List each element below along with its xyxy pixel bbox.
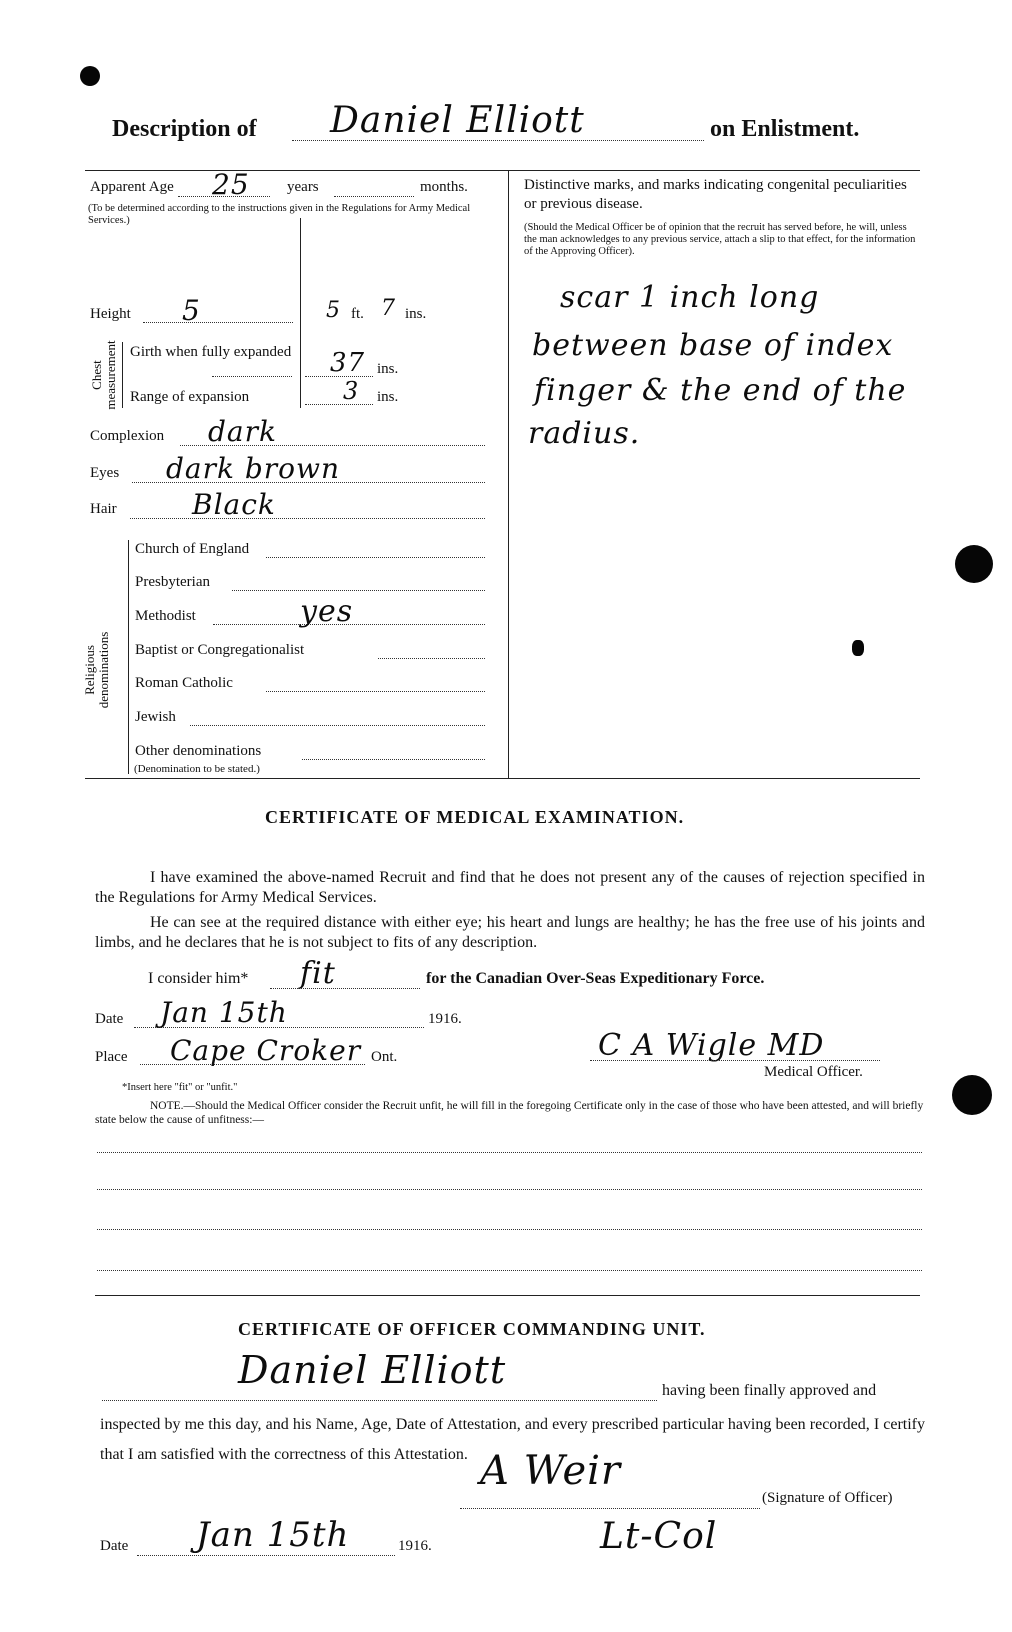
value-column-divider <box>300 218 301 408</box>
commanding-date-label: Date <box>100 1538 129 1554</box>
complexion-value: dark <box>208 415 277 448</box>
commanding-officer-signature: A Weir <box>480 1448 622 1494</box>
denomination-note: (Denomination to be stated.) <box>134 763 260 775</box>
range-value-line <box>305 404 373 405</box>
girth-ins-label: ins. <box>377 361 399 377</box>
table-bottom-rule <box>85 778 920 779</box>
denomination-line-5 <box>190 725 485 726</box>
denomination-jewish: Jewish <box>135 709 176 725</box>
consider-value: fit <box>300 956 336 991</box>
medical-para-1: I have examined the above-named Recruit and find that he does not present any of the causes of rejection specified in the Regulations for Army Medical Services. <box>95 869 925 906</box>
denomination-church-of-england: Church of England <box>135 541 250 557</box>
commanding-text-after-name: having been finally approved and <box>662 1382 877 1399</box>
force-label: for the Canadian Over-Seas Expeditionary Force. <box>426 970 765 987</box>
punch-hole-low <box>952 1075 992 1115</box>
column-divider <box>508 170 509 778</box>
unfit-note: NOTE.—Should the Medical Officer consider the Recruit unfit, he will fill in the foregoing Certificate only in the case of those who have been attested, and will briefly state below the cause of unfitness:— <box>95 1100 924 1126</box>
complexion-label: Complexion <box>90 428 165 444</box>
denomination-line-3 <box>378 658 485 659</box>
commanding-rank: Lt-Col <box>600 1516 718 1557</box>
distinctive-marks-heading: Distinctive marks, and marks indicating congenital peculiarities or previous disease. <box>524 177 907 212</box>
medical-officer-line <box>590 1060 880 1061</box>
methodist-value: yes <box>300 594 354 629</box>
denomination-methodist: Methodist <box>135 608 196 624</box>
marks-line-2: between base of index <box>532 328 894 363</box>
table-top-rule <box>85 170 920 171</box>
girth-value-line <box>305 376 373 377</box>
religion-bracket <box>128 540 129 774</box>
signature-of-officer-label: (Signature of Officer) <box>762 1490 893 1506</box>
header-prefix: Description of <box>112 116 257 142</box>
unfit-reason-line-4 <box>97 1270 922 1271</box>
insert-note: *Insert here "fit" or "unfit." <box>122 1082 238 1093</box>
unfit-reason-line-2 <box>97 1189 922 1190</box>
hair-label: Hair <box>90 501 117 517</box>
medical-date-label: Date <box>95 1011 124 1027</box>
denomination-other: Other denominations <box>135 743 262 759</box>
unfit-reason-line-1 <box>97 1152 922 1153</box>
header-suffix: on Enlistment. <box>710 116 860 142</box>
punch-hole-mid <box>955 545 993 583</box>
height-inches-value: 7 <box>381 296 396 321</box>
commanding-certificate-title: CERTIFICATE OF OFFICER COMMANDING UNIT. <box>238 1319 706 1339</box>
commanding-signature-line <box>460 1508 760 1509</box>
age-line <box>178 196 270 197</box>
height-feet-mid: 5 <box>326 298 341 323</box>
section-rule <box>95 1295 920 1296</box>
chest-bracket <box>122 342 123 408</box>
commanding-date-line <box>137 1555 395 1556</box>
age-value: 25 <box>212 168 250 201</box>
apparent-age-label: Apparent Age <box>90 179 174 195</box>
months-line <box>334 196 414 197</box>
place-label: Place <box>95 1049 128 1065</box>
range-ins-label: ins. <box>377 389 399 405</box>
hair-value: Black <box>192 488 276 521</box>
denomination-line-6 <box>302 759 485 760</box>
ink-blot <box>852 640 864 656</box>
medical-date-value: Jan 15th <box>160 996 288 1029</box>
punch-hole-top <box>80 66 100 86</box>
consider-label: I consider him* <box>148 970 249 987</box>
girth-label: Girth when fully expanded <box>130 344 292 360</box>
eyes-label: Eyes <box>90 465 120 481</box>
commanding-name-line <box>102 1400 657 1401</box>
medical-officer-signature: C A Wigle MD <box>598 1028 825 1063</box>
consider-line <box>270 988 420 989</box>
commanding-paragraph: inspected by me this day, and his Name, Age, Date of Attestation, and every prescribed particular having been recorded, I certify that I am satisfied with the correctness of this Attestation. <box>100 1416 925 1463</box>
denomination-line-1 <box>232 590 485 591</box>
medical-officer-label: Medical Officer. <box>764 1064 863 1080</box>
hair-line <box>130 518 485 519</box>
distinctive-marks-note: (Should the Medical Officer be of opinion that the recruit has served before, he will, unless the man acknowledges to any previous service, attach a slip to that effect, for the information of the Approving Officer). <box>524 222 916 257</box>
religious-denominations-label: Religious denominations <box>82 631 111 709</box>
ins-label: ins. <box>405 306 427 322</box>
denomination-line-4 <box>266 691 485 692</box>
height-feet-value: 5 <box>182 294 201 327</box>
unfit-reason-line-3 <box>97 1229 922 1230</box>
denomination-roman-catholic: Roman Catholic <box>135 675 233 691</box>
denomination-presbyterian: Presbyterian <box>135 574 210 590</box>
denomination-baptist: Baptist or Congregationalist <box>135 642 305 658</box>
commanding-recruit-name: Daniel Elliott <box>238 1348 507 1392</box>
marks-line-4: radius. <box>528 416 641 451</box>
years-label: years <box>287 179 319 195</box>
commanding-year-label: 1916. <box>398 1538 432 1554</box>
commanding-date-value: Jan 15th <box>196 1515 350 1555</box>
height-line <box>143 322 293 323</box>
denomination-line-0 <box>266 557 485 558</box>
place-value: Cape Croker <box>170 1034 362 1067</box>
ft-label: ft. <box>351 306 364 322</box>
range-value: 3 <box>343 377 360 405</box>
chest-measurement-label: Chest measurement <box>89 340 118 410</box>
medical-certificate-title: CERTIFICATE OF MEDICAL EXAMINATION. <box>265 807 685 827</box>
height-label: Height <box>90 306 131 322</box>
place-suffix: Ont. <box>371 1049 398 1065</box>
recruit-name-handwritten: Daniel Elliott <box>330 100 585 141</box>
medical-para-2: He can see at the required distance with either eye; his heart and lungs are healthy; he has the free use of his joints and limbs, and he declares that he is not subject to fits of any description. <box>95 914 925 951</box>
header-name-line <box>292 140 704 141</box>
months-label: months. <box>420 179 468 195</box>
marks-line-1: scar 1 inch long <box>560 280 820 315</box>
range-label: Range of expansion <box>130 389 250 405</box>
age-note: (To be determined according to the instructions given in the Regulations for Army Medical Services.) <box>88 203 471 226</box>
eyes-value: dark brown <box>166 452 341 485</box>
medical-year-label: 1916. <box>428 1011 462 1027</box>
girth-value: 37 <box>330 348 366 378</box>
girth-line <box>212 376 292 377</box>
marks-line-3: finger & the end of the <box>534 373 907 408</box>
